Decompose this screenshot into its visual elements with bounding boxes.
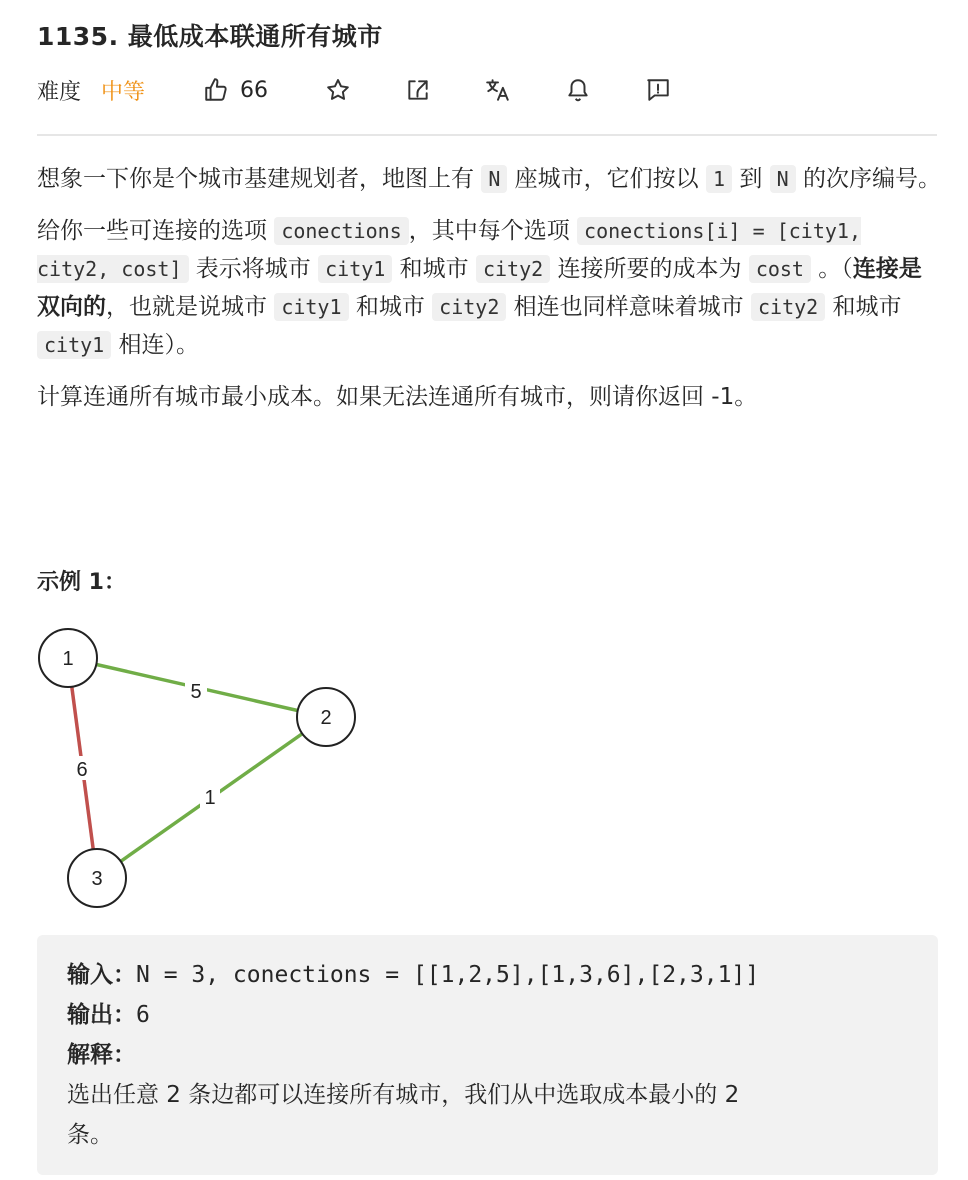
text: 和城市	[348, 294, 433, 320]
like-button[interactable]	[202, 70, 268, 110]
inline-code: city1	[274, 293, 348, 321]
example-title: 示例 1：	[37, 570, 126, 595]
inline-code: city2	[751, 293, 825, 321]
like-count: 66	[240, 77, 268, 103]
explain-label: 解释：	[67, 1042, 136, 1068]
example-io	[67, 955, 917, 1155]
text: 的次序编号。	[795, 166, 942, 192]
inline-code: conections	[274, 217, 408, 245]
input-label: 输入：	[67, 962, 136, 988]
input-value: N = 3, conections = [[1,2,5],[1,3,6],[2,3,1]]	[136, 962, 760, 988]
edge-label-2-3: 1	[204, 787, 216, 809]
text: ，也就是说城市	[106, 294, 275, 320]
text: 。（	[810, 256, 853, 282]
text: 相连）。	[111, 332, 200, 358]
edge-label-1-3: 6	[76, 759, 88, 781]
feedback-icon	[644, 76, 672, 104]
output-value: 6	[136, 1002, 150, 1028]
star-icon	[324, 76, 352, 104]
share-button[interactable]	[404, 70, 432, 110]
translate-button[interactable]	[484, 70, 512, 110]
inline-code: city2	[432, 293, 506, 321]
share-icon	[404, 76, 432, 104]
inline-code: N	[481, 165, 507, 193]
description-paragraph-1	[37, 160, 942, 198]
difficulty-label: 难度	[37, 79, 82, 105]
bell-icon	[564, 76, 592, 104]
problem-title: 1135. 最低成本联通所有城市	[37, 22, 383, 51]
text: 和城市	[392, 256, 476, 282]
example-input	[67, 955, 917, 995]
inline-code: N	[770, 165, 796, 193]
explain-text-line-2: 条。	[67, 1122, 113, 1148]
subscribe-button[interactable]	[564, 70, 592, 110]
node-label-1: 1	[62, 648, 74, 670]
bold-text: 连接是双向的	[37, 256, 922, 320]
text: 座城市，它们按以	[507, 166, 706, 192]
inline-code: 1	[706, 165, 732, 193]
example-code-block	[37, 935, 938, 1175]
text: 相连也同样意味着城市	[506, 294, 751, 320]
text: 连接所要的成本为	[550, 256, 749, 282]
thumbs-up-icon	[202, 76, 230, 104]
explain-text-line-1: 选出任意 2 条边都可以连接所有城市，我们从中选取成本最小的 2	[67, 1082, 740, 1108]
inline-code: cost	[749, 255, 811, 283]
feedback-button[interactable]	[644, 70, 672, 110]
example-explain	[67, 1035, 917, 1075]
edge-label-1-2: 5	[190, 681, 202, 703]
description-paragraph-2	[37, 212, 942, 364]
example-output	[67, 995, 917, 1035]
example-graph	[30, 620, 370, 920]
inline-code: city1	[318, 255, 392, 283]
text: 和城市	[825, 294, 902, 320]
text: ，其中每个选项	[408, 218, 578, 244]
text: 给你一些可连接的选项	[37, 218, 275, 244]
translate-icon	[484, 76, 512, 104]
difficulty-value: 中等	[101, 79, 146, 105]
problem-description	[37, 160, 942, 430]
problem-toolbar	[37, 70, 937, 110]
node-label-3: 3	[91, 868, 103, 890]
favorite-button[interactable]	[324, 70, 352, 110]
text: 想象一下你是个城市基建规划者，地图上有	[37, 166, 482, 192]
text: 到	[732, 166, 770, 192]
node-label-2: 2	[320, 707, 332, 729]
inline-code: city2	[476, 255, 550, 283]
text: 表示将城市	[188, 256, 319, 282]
difficulty	[37, 70, 145, 110]
output-label: 输出：	[67, 1002, 136, 1028]
inline-code: conections[i] = [city1, city2, cost]	[37, 219, 861, 281]
toolbar-divider	[37, 134, 937, 136]
description-paragraph-3: 计算连通所有城市最小成本。如果无法连通所有城市，则请你返回 -1。	[37, 384, 758, 410]
inline-code: city1	[37, 331, 111, 359]
